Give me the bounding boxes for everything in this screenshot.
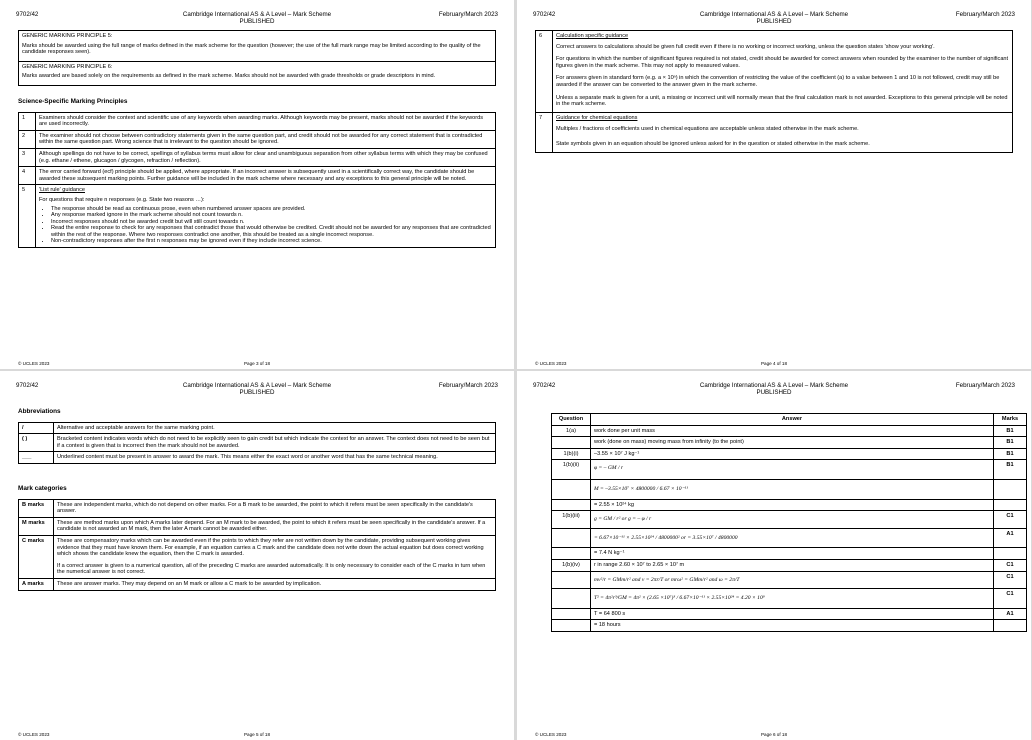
marks-cell: C1	[994, 511, 1027, 529]
question-cell	[552, 437, 591, 449]
question-cell	[552, 589, 591, 609]
page-3	[0, 0, 514, 369]
column-header-marks: Marks	[994, 414, 1027, 426]
paragraph: Unless a separate mark is given for a unit, a missing or incorrect unit will normally mean that the final calculation mark is not awarded. Exceptions to this general principle will be noted in the mark scheme.	[556, 94, 1008, 108]
marks-cell: C1	[994, 559, 1027, 571]
answer-table	[551, 413, 1027, 632]
mc-key: C marks	[19, 535, 54, 578]
answer-cell: T = 64 800 s	[591, 608, 994, 620]
header-title: Cambridge International AS & A Level – Mark Scheme	[182, 382, 332, 389]
abbr-key: ___	[19, 452, 54, 464]
answer-cell: r in range 2.60 × 10⁷ to 2.65 × 10⁷ m	[591, 559, 994, 571]
question-cell: 1(a)	[552, 425, 591, 437]
answer-cell: = 18 hours	[591, 620, 994, 632]
table-row	[552, 608, 1027, 620]
table-row	[552, 528, 1027, 548]
table-row	[19, 112, 496, 130]
header-published: PUBLISHED	[239, 389, 275, 397]
table-row	[552, 448, 1027, 460]
marks-cell: C1	[994, 589, 1027, 609]
answer-cell: = 6.67×10⁻¹¹ × 2.55×10²⁴ / 4800000² or = 3.55×10⁷ / 4800000	[591, 528, 994, 548]
table-row	[552, 499, 1027, 511]
table-row	[552, 620, 1027, 632]
question-cell	[552, 528, 591, 548]
page-content	[551, 413, 1027, 632]
header-date: February/March 2023	[955, 382, 1015, 389]
abbr-text: Alternative and acceptable answers for the same marking point.	[54, 422, 496, 434]
copyright: © UCLES 2023	[535, 732, 567, 737]
marks-cell: A1	[994, 608, 1027, 620]
paragraph: State symbols given in an equation should be ignored unless asked for in the question or stated otherwise in the mark scheme.	[556, 140, 870, 147]
row-text: Although spellings do not have to be correct, spellings of syllabus terms must allow for clear and unambiguous separation from other syllabus terms with which they may be confused (e.g. ethane / ethene, glucagon / glycogen, refraction / reflection).	[36, 148, 496, 166]
table-row	[552, 479, 1027, 499]
marks-cell	[994, 620, 1027, 632]
mc-text-2: If a correct answer is given to a numerical question, all of the preceding C marks are awarded automatically. It is only necessary to consider each of the C marks in turn when the numerical answer is not correct.	[57, 562, 486, 576]
mc-text: These are answer marks. They may depend on an M mark or allow a C mark to be awarded by implication.	[54, 578, 496, 590]
list-rule-title: 'List rule' guidance	[39, 187, 85, 194]
abbreviations-title: Abbreviations	[18, 408, 61, 415]
answer-cell: = 7.4 N kg⁻¹	[591, 548, 994, 560]
header-date: February/March 2023	[438, 382, 498, 389]
answer-cell: work (done on mass) moving mass from infinity (to the point)	[591, 437, 994, 449]
question-cell	[552, 608, 591, 620]
mc-key: M marks	[19, 517, 54, 535]
gmp6-box	[18, 61, 496, 86]
table-row	[552, 511, 1027, 529]
answer-cell: mv²/r = GMm/r² and v = 2πr/T or mrω² = GMm/r² and ω = 2π/T	[591, 571, 994, 589]
table-row	[19, 452, 496, 464]
page-6	[517, 371, 1031, 740]
table-row	[552, 571, 1027, 589]
table-row	[552, 589, 1027, 609]
table-row	[19, 578, 496, 590]
copyright: © UCLES 2023	[18, 361, 50, 366]
row-number: 4	[19, 167, 36, 185]
marks-cell	[994, 479, 1027, 499]
header-date: February/March 2023	[955, 11, 1015, 18]
list-rule-intro: For questions that require n responses (e.g. State two reasons …):	[39, 196, 205, 203]
header-published: PUBLISHED	[239, 18, 275, 26]
page-4	[517, 0, 1031, 369]
table-header-row	[552, 414, 1027, 426]
question-cell: 1(b)(iii)	[552, 511, 591, 529]
table-row	[552, 425, 1027, 437]
answer-cell: T² = 4π²r³/GM = 4π² × (2.65 ×10⁷)³ / 6.67×10⁻¹¹ × 2.55×10²⁴ = 4.20 × 10⁹	[591, 589, 994, 609]
paper-code: 9702/42	[533, 382, 556, 389]
page-5	[0, 371, 514, 740]
table-row	[19, 517, 496, 535]
gmp5-title: GENERIC MARKING PRINCIPLE 5:	[22, 33, 113, 39]
row-text: The examiner should not choose between contradictory statements given in the same question part, and credit should not be awarded for any correct statement that is contradicted within the same question part. Wrong science that is irrelevant to the question should be ignored.	[36, 130, 496, 148]
abbr-key: ( )	[19, 434, 54, 452]
page-number: Page 3 of 18	[243, 361, 271, 366]
list-item: • Incorrect responses should not be awarded credit but will still count towards n.	[51, 219, 492, 226]
question-cell: 1(b)(i)	[552, 448, 591, 460]
page-number: Page 6 of 18	[760, 732, 788, 737]
header-title: Cambridge International AS & A Level – Mark Scheme	[182, 11, 332, 18]
column-header-answer: Answer	[591, 414, 994, 426]
header-date: February/March 2023	[438, 11, 498, 18]
header-title: Cambridge International AS & A Level – Mark Scheme	[699, 382, 849, 389]
column-header-question: Question	[552, 414, 591, 426]
answer-cell: work done per unit mass	[591, 425, 994, 437]
question-cell	[552, 548, 591, 560]
gmp6-text: Marks awarded are based solely on the requirements as defined in the mark scheme. Marks should not be awarded with grade thresholds or grade descriptors in mind.	[22, 73, 436, 80]
mc-key: B marks	[19, 499, 54, 517]
abbreviations-table	[18, 422, 496, 464]
marks-cell: B1	[994, 460, 1027, 480]
answer-cell: = 2.55 × 10²⁴ kg	[591, 499, 994, 511]
marks-cell	[994, 548, 1027, 560]
header-title: Cambridge International AS & A Level – Mark Scheme	[699, 11, 849, 18]
marks-cell	[994, 499, 1027, 511]
page-content	[18, 395, 496, 591]
row-number: 2	[19, 130, 36, 148]
question-cell	[552, 479, 591, 499]
mc-text: These are independent marks, which do not depend on other marks. For a B mark to be awarded, the point to which it refers must be seen specifically in the candidate's answer.	[54, 499, 496, 517]
table-row	[552, 437, 1027, 449]
copyright: © UCLES 2023	[18, 732, 50, 737]
marks-cell: C1	[994, 571, 1027, 589]
table-row	[19, 185, 496, 248]
guidance-table	[535, 30, 1013, 153]
question-cell	[552, 620, 591, 632]
marks-cell: B1	[994, 425, 1027, 437]
list-item: • Any response marked ignore in the mark scheme should not count towards n.	[51, 212, 492, 219]
question-cell: 1(b)(ii)	[552, 460, 591, 480]
header-published: PUBLISHED	[756, 389, 792, 397]
row-number: 7	[536, 112, 553, 152]
list-item: • Read the entire response to check for any responses that contradict those that would otherwise be credited. Credit should not be awarded for any responses that are contradicted within the rest of the response. Where two responses contradict one another, this should be treated as a single incorrect response.	[51, 225, 492, 238]
paragraph: Correct answers to calculations should be given full credit even if there is no working or incorrect working, unless the question states 'show your working'.	[556, 43, 935, 50]
page-content	[18, 30, 496, 248]
paper-code: 9702/42	[16, 11, 39, 18]
answer-cell: M = –3.55×10⁷ × 4800000 / 6.67 × 10⁻¹¹	[591, 479, 994, 499]
table-row	[19, 167, 496, 185]
table-row	[19, 130, 496, 148]
list-item: • The response should be read as continuous prose, even when numbered answer spaces are provided.	[51, 206, 492, 213]
paper-code: 9702/42	[533, 11, 556, 18]
table-row	[19, 535, 496, 578]
mc-key: A marks	[19, 578, 54, 590]
row-number: 1	[19, 112, 36, 130]
gmp5-box	[18, 30, 496, 62]
answer-cell: φ = – GM / r	[591, 460, 994, 480]
page-number: Page 4 of 18	[760, 361, 788, 366]
table-row	[552, 559, 1027, 571]
list-item: • Non-contradictory responses after the first n responses may be ignored even if they include incorrect science.	[51, 238, 492, 245]
row-text: Examiners should consider the context and scientific use of any keywords when awarding marks. Although keywords may be present, marks should not be awarded if the keywords are used incorrectly.	[36, 112, 496, 130]
table-row	[536, 31, 1013, 113]
mark-categories-title: Mark categories	[18, 484, 67, 492]
ssmp-table	[18, 112, 496, 249]
marks-cell: B1	[994, 448, 1027, 460]
copyright: © UCLES 2023	[535, 361, 567, 366]
mc-text: These are compensatory marks which can be awarded even if the points to which they refer are not written down by the candidate, providing subsequent working gives evidence that they must have known them. For example, if an equation carries a C mark and the candidate does not write down the actual equation but does correct working which shows the candidate knew the equation, then the C mark is awarded.	[57, 537, 484, 558]
mc-text: These are method marks upon which A marks later depend. For an M mark to be awarded, the point to which it refers must be seen specifically in the candidate's answer. If a candidate is not awarded an M mark, then the later A mark cannot be awarded either.	[54, 517, 496, 535]
abbr-key: /	[19, 422, 54, 434]
calc-guidance-title: Calculation specific guidance	[556, 33, 629, 39]
table-row	[552, 460, 1027, 480]
marks-cell: B1	[994, 437, 1027, 449]
row-text: The error carried forward (ecf) principle should be applied, where appropriate. If an incorrect answer is subsequently used in a scientifically correct way, the candidate should be awarded these subsequent marking points. Further guidance will be included in the mark scheme where necessary and any exceptions to this general principle will be noted.	[36, 167, 496, 185]
question-cell	[552, 499, 591, 511]
marks-cell: A1	[994, 528, 1027, 548]
table-row	[536, 112, 1013, 152]
ssmp-title: Science-Specific Marking Principles	[18, 97, 128, 105]
paragraph: For answers given in standard form (e.g. a × 10ⁿ) in which the convention of restricting the value of the coefficient (a) to a value between 1 and 10 is not followed, credit may still be awarded if the answer can be converted to the answer given in the mark scheme.	[556, 75, 1000, 88]
mark-categories-table	[18, 499, 496, 591]
table-row	[19, 422, 496, 434]
row-number: 6	[536, 31, 553, 113]
chem-guidance-title: Guidance for chemical equations	[556, 114, 638, 121]
paragraph: Multiples / fractions of coefficients used in chemical equations are acceptable unless stated otherwise in the mark scheme.	[556, 126, 859, 133]
answer-cell: g = GM / r² or g = – φ / r	[591, 511, 994, 529]
abbr-text: Underlined content must be present in answer to award the mark. This means either the exact word or another word that has the same technical meaning.	[54, 452, 496, 464]
gmp6-title: GENERIC MARKING PRINCIPLE 6:	[22, 63, 113, 70]
page-number: Page 5 of 18	[243, 732, 271, 737]
table-row	[19, 434, 496, 452]
table-row	[19, 499, 496, 517]
question-cell: 1(b)(iv)	[552, 559, 591, 571]
table-row	[19, 148, 496, 166]
question-cell	[552, 571, 591, 589]
table-row	[552, 548, 1027, 560]
gmp5-text: Marks should be awarded using the full range of marks defined in the mark scheme for the question (however; the use of the full mark range may be limited according to the quality of the candidate responses seen).	[22, 42, 481, 56]
row-number: 5	[19, 185, 36, 248]
abbr-text: Bracketed content indicates words which do not need to be explicitly seen to gain credit but which indicate the context for an answer. The context does not need to be seen but if a context is given that is incorrect then the mark should not be awarded.	[54, 434, 496, 452]
page-content	[535, 30, 1013, 153]
header-published: PUBLISHED	[756, 18, 792, 26]
list-rule-bullets	[51, 206, 492, 246]
answer-cell: –3.55 × 10⁷ J kg⁻¹	[591, 448, 994, 460]
row-number: 3	[19, 148, 36, 166]
paper-code: 9702/42	[16, 382, 39, 389]
paragraph: For questions in which the number of significant figures required is not stated, credit should be awarded for correct answers when rounded by the examiner to the number of significant figures given in the mark scheme. This may not apply to measured values.	[556, 56, 1009, 69]
